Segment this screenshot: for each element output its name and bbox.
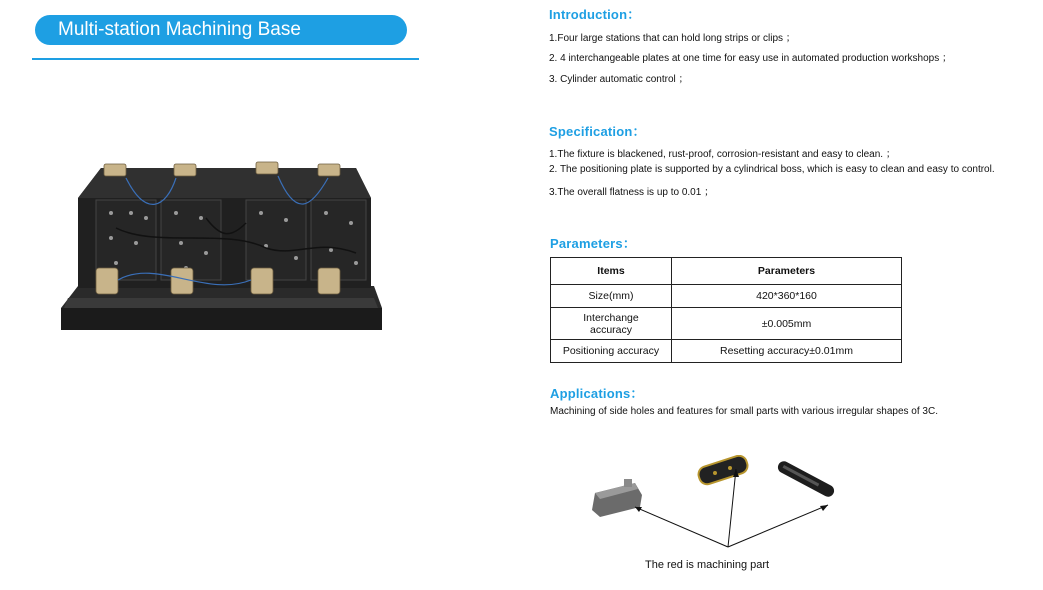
- parameters-table: [550, 257, 902, 363]
- grey-part-image: [592, 479, 642, 517]
- introduction-heading: Introduction：: [549, 7, 641, 22]
- applications-heading: Applications：: [550, 386, 644, 401]
- table-row: [551, 340, 902, 363]
- value-cell: ±0.005mm: [672, 308, 902, 340]
- applications-caption: The red is machining part: [645, 559, 770, 571]
- item-cell: Size(mm): [551, 285, 672, 308]
- specification-line: 3.The overall flatness is up to 0.01 ；: [549, 187, 715, 198]
- introduction-line: 2. 4 interchangeable plates at one time for easy use in automated production workshops ；: [549, 53, 953, 64]
- column-header-parameters: Parameters: [672, 258, 902, 285]
- value-cell: 420*360*160: [672, 285, 902, 308]
- page-title: Multi-station Machining Base: [35, 15, 407, 45]
- item-cell: Positioning accuracy: [551, 340, 672, 363]
- item-line: Interchange: [583, 311, 639, 324]
- item-line: accuracy: [589, 323, 632, 336]
- introduction-line: 3. Cylinder automatic control ；: [549, 74, 689, 85]
- item-cell: [551, 308, 672, 340]
- applications-text: Machining of side holes and features for small parts with various irregular shapes of 3C.: [550, 406, 938, 417]
- table-row: [551, 308, 902, 340]
- parameters-heading: Parameters：: [550, 236, 637, 251]
- specification-line: 1.The fixture is blackened, rust-proof, corrosion-resistant and easy to clean. ；: [549, 149, 896, 160]
- introduction-line: 1.Four large stations that can hold long strips or clips ；: [549, 33, 796, 44]
- value-cell: Resetting accuracy±0.01mm: [672, 340, 902, 363]
- table-row: [551, 285, 902, 308]
- title-underline: [32, 58, 419, 60]
- specification-line: 2. The positioning plate is supported by a cylindrical boss, which is easy to clean and easy to control.: [549, 164, 995, 175]
- specification-heading: Specification：: [549, 124, 646, 139]
- fixture-photo: [56, 158, 386, 338]
- sample-parts-illustration: [580, 455, 850, 555]
- table-header-row: [551, 258, 902, 285]
- column-header-items: Items: [551, 258, 672, 285]
- gold-part-image: [696, 455, 749, 486]
- black-part-image: [776, 459, 836, 499]
